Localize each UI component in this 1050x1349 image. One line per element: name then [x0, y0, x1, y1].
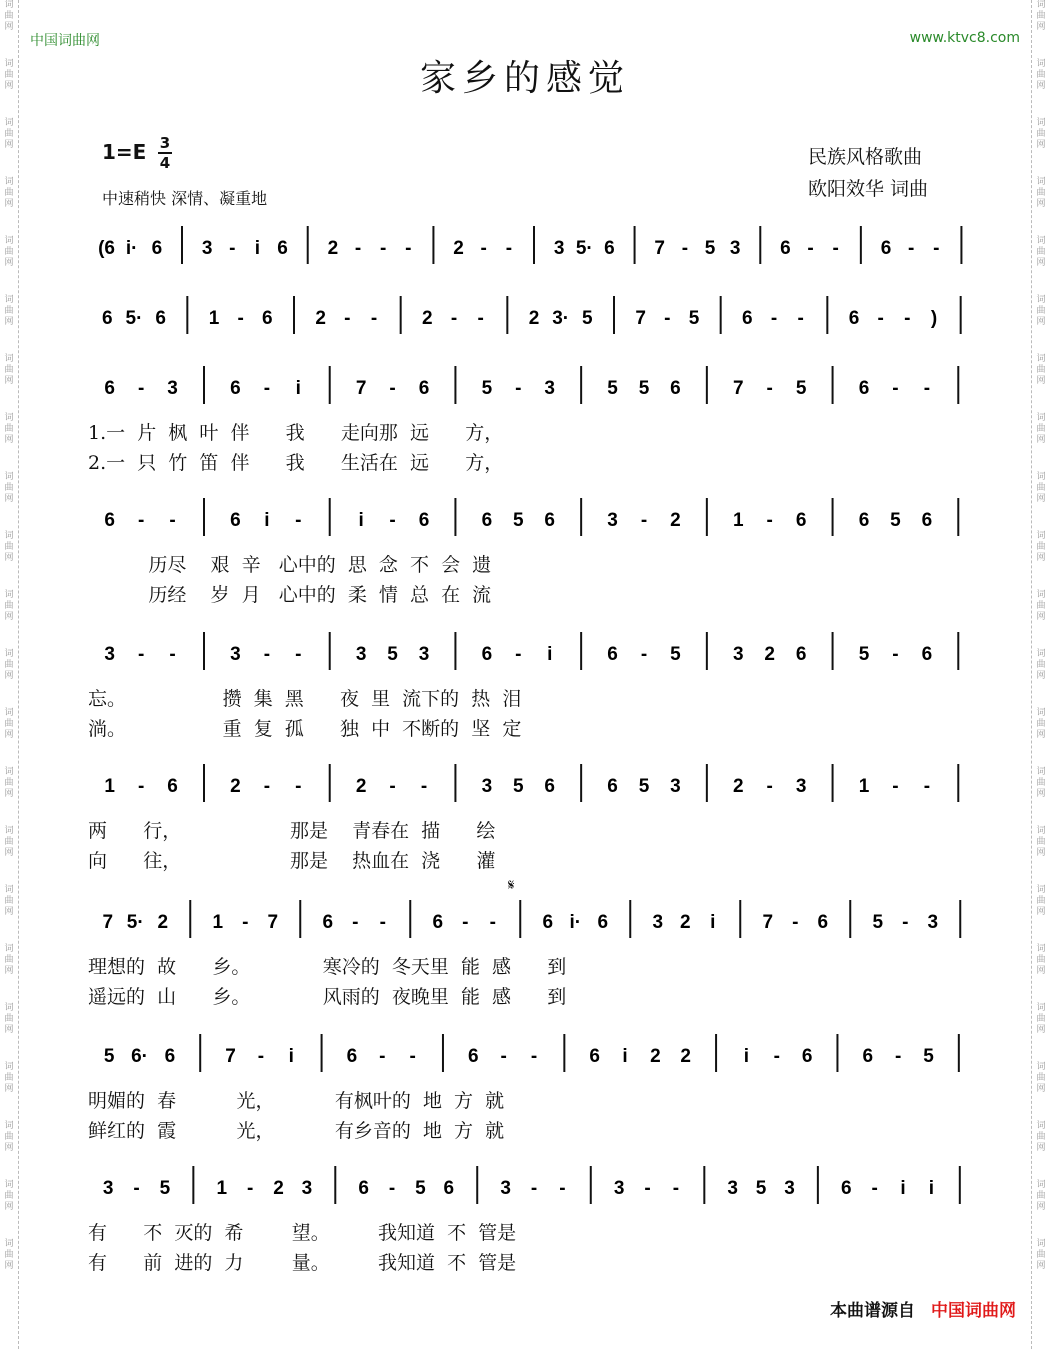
- lyric-line-1: 忘。 攒 集 黑 夜 里 流下的 热 泪: [88, 688, 522, 710]
- watermark-glyph: 词 曲 网: [1036, 413, 1046, 445]
- song-title: 家乡的感觉: [419, 58, 630, 99]
- note-token: -: [807, 238, 814, 259]
- note-token: 5: [688, 308, 700, 329]
- note-token: -: [832, 238, 839, 259]
- note-token: 6: [544, 776, 556, 797]
- note-token: 6: [880, 238, 892, 259]
- watermark-glyph: 词 曲 网: [1036, 1180, 1046, 1212]
- note-token: 2: [355, 776, 367, 797]
- note-token: -: [797, 308, 804, 329]
- note-token: 3: [301, 1178, 313, 1199]
- note-token: 6: [817, 912, 829, 933]
- notation-line: [88, 292, 978, 338]
- watermark-glyph: 词 曲 网: [4, 944, 14, 976]
- watermark-glyph: 词 曲 网: [4, 354, 14, 386]
- watermark-glyph: 词 曲 网: [4, 767, 14, 799]
- note-token: 5: [159, 1178, 171, 1199]
- note-token: 5: [638, 776, 650, 797]
- note-token: 3: [167, 378, 178, 399]
- notation-line: [88, 494, 978, 540]
- note-token: -: [904, 308, 911, 329]
- note-token: 5: [481, 378, 493, 399]
- note-token: ): [930, 308, 938, 329]
- note-token: -: [246, 1178, 254, 1199]
- note-token: 6: [481, 644, 493, 665]
- note-token: 6: [418, 510, 430, 531]
- watermark-glyph: 词 曲 网: [1036, 1003, 1046, 1035]
- note-token: 3: [613, 1178, 625, 1199]
- note-token: i: [710, 912, 716, 933]
- tempo-marking: 中速稍快 深情、凝重地: [102, 189, 268, 208]
- note-token: 6·: [131, 1046, 148, 1067]
- note-token: 2: [732, 776, 744, 797]
- note-token: 6: [607, 644, 618, 665]
- note-token: 2: [680, 1046, 692, 1067]
- note-token: 6: [848, 308, 860, 329]
- note-token: 6: [607, 776, 618, 797]
- site-url-right[interactable]: www.ktvc8.com: [909, 30, 1020, 46]
- note-token: 5: [415, 1178, 426, 1199]
- note-token: 6: [262, 308, 273, 329]
- watermark-glyph: 词 曲 网: [1036, 472, 1046, 504]
- watermark-glyph: 词 曲 网: [4, 531, 14, 563]
- note-token: 7: [225, 1046, 236, 1067]
- note-token: 6: [322, 912, 334, 933]
- note-token: 6: [670, 378, 681, 399]
- notation-line: [88, 362, 978, 408]
- note-token: i: [547, 644, 553, 665]
- segno-sign: 𝄋: [508, 876, 515, 894]
- note-token: 7: [732, 378, 744, 399]
- note-token: -: [133, 1178, 140, 1199]
- note-token: i: [264, 510, 270, 531]
- note-token: -: [480, 238, 487, 259]
- watermark-glyph: 词 曲 网: [1036, 531, 1046, 563]
- lyric-line-1: 理想的 故 乡。 寒冷的 冬天里 能 感 到: [88, 956, 567, 978]
- lyric-line-1: 历尽 艰 辛 心中的 思 念 不 会 遗: [88, 554, 492, 576]
- notation-line: [88, 896, 978, 942]
- note-token: -: [489, 912, 496, 933]
- note-token: 3: [418, 644, 430, 665]
- note-token: 3: [670, 776, 681, 797]
- note-token: -: [137, 378, 145, 399]
- note-token: -: [389, 510, 396, 531]
- note-token: i: [295, 378, 301, 399]
- notation-line: [88, 1162, 978, 1208]
- note-token: 1: [104, 776, 116, 797]
- note-token: 6: [277, 238, 288, 259]
- note-token: -: [871, 1178, 878, 1199]
- note-token: -: [389, 378, 396, 399]
- note-token: -: [295, 776, 302, 797]
- note-token: -: [933, 238, 940, 259]
- note-token: -: [923, 378, 931, 399]
- note-token: 2: [764, 644, 776, 665]
- notation-line: [88, 760, 978, 806]
- note-token: 6: [780, 238, 791, 259]
- note-token: 5: [512, 776, 524, 797]
- key-signature: 1=E: [102, 140, 147, 164]
- note-token: 5: [923, 1046, 934, 1067]
- watermark-glyph: 词 曲 网: [4, 295, 14, 327]
- note-token: 6: [418, 378, 430, 399]
- note-token: 5: [755, 1178, 767, 1199]
- note-token: 7: [102, 912, 114, 933]
- watermark-glyph: 词 曲 网: [1036, 1121, 1046, 1153]
- note-token: 1: [858, 776, 870, 797]
- note-token: 6: [742, 308, 753, 329]
- note-token: -: [792, 912, 799, 933]
- note-token: 1: [212, 912, 224, 933]
- note-token: 6: [795, 510, 807, 531]
- note-token: i: [622, 1046, 628, 1067]
- note-token: -: [923, 776, 931, 797]
- score-row: [0, 896, 1050, 1008]
- note-token: 6: [443, 1178, 455, 1199]
- watermark-glyph: 词 曲 网: [4, 590, 14, 622]
- footer-source: [830, 1296, 1016, 1321]
- footer-brand-link[interactable]: 中国词曲网: [931, 1301, 1016, 1321]
- watermark-glyph: 词 曲 网: [1036, 767, 1046, 799]
- note-token: 3: [500, 1178, 511, 1199]
- watermark-glyph: 词 曲 网: [4, 708, 14, 740]
- lyric-line-2: 向 往， 那是 热血在 浇 灌: [88, 850, 496, 872]
- watermark-glyph: 词 曲 网: [1036, 236, 1046, 268]
- note-token: -: [257, 1046, 265, 1067]
- notation-line: [88, 628, 978, 674]
- lyric-line-1: 两 行， 那是 青春在 描 绘: [88, 820, 496, 842]
- note-token: 2: [157, 912, 169, 933]
- note-token: -: [354, 238, 362, 259]
- note-token: 3: [652, 912, 664, 933]
- site-name-left[interactable]: 中国词曲网: [30, 33, 100, 49]
- note-token: 6: [104, 378, 116, 399]
- note-token: 5: [670, 644, 681, 665]
- note-token: -: [500, 1046, 507, 1067]
- lyric-line-2: 淌。 重 复 孤 独 中 不断的 坚 定: [88, 718, 522, 740]
- note-token: 6: [589, 1046, 600, 1067]
- note-token: -: [907, 238, 915, 259]
- note-token: -: [379, 912, 386, 933]
- note-token: -: [295, 644, 302, 665]
- watermark-glyph: 词 曲 网: [4, 1062, 14, 1094]
- note-token: 6: [921, 510, 933, 531]
- note-token: 6: [597, 912, 609, 933]
- note-token: -: [462, 912, 469, 933]
- note-token: 6: [167, 776, 178, 797]
- note-token: i·: [569, 912, 582, 933]
- score-row: [0, 362, 1050, 474]
- footer-source-label: 本曲谱源自: [830, 1301, 915, 1321]
- watermark-glyph: 词 曲 网: [1036, 118, 1046, 150]
- note-token: 6: [164, 1046, 176, 1067]
- note-token: 6: [862, 1046, 874, 1067]
- note-token: 6: [604, 238, 615, 259]
- note-token: 2: [453, 238, 464, 259]
- note-token: -: [766, 776, 773, 797]
- note-token: i: [358, 510, 364, 531]
- watermark-glyph: 词 曲 网: [1036, 354, 1046, 386]
- note-token: 3: [553, 238, 565, 259]
- note-token: 2: [679, 912, 691, 933]
- note-token: -: [263, 776, 271, 797]
- note-token: -: [169, 644, 176, 665]
- watermark-glyph: 词 曲 网: [4, 649, 14, 681]
- note-token: -: [295, 510, 302, 531]
- note-token: 5: [890, 510, 901, 531]
- note-token: -: [263, 378, 271, 399]
- note-token: -: [559, 1178, 566, 1199]
- note-token: i: [743, 1046, 750, 1067]
- note-token: 2: [273, 1178, 284, 1199]
- note-token: -: [409, 1046, 416, 1067]
- lyric-line-2: 遥远的 山 乡。 风雨的 夜晚里 能 感 到: [88, 986, 567, 1008]
- note-token: -: [770, 308, 778, 329]
- note-token: -: [644, 1178, 651, 1199]
- note-token: -: [137, 644, 145, 665]
- watermark-glyph: 词 曲 网: [1036, 1062, 1046, 1094]
- note-token: 3: [201, 238, 213, 259]
- song-style: 民族风格歌曲: [808, 146, 923, 168]
- note-token: 6: [104, 510, 116, 531]
- note-token: -: [370, 308, 378, 329]
- note-token: i: [928, 1178, 935, 1199]
- note-token: -: [892, 644, 899, 665]
- note-token: -: [352, 912, 359, 933]
- watermark-glyph: 词 曲 网: [1036, 826, 1046, 858]
- watermark-glyph: 词 曲 网: [4, 1121, 14, 1153]
- time-signature-top: 3: [159, 134, 171, 152]
- lyric-line-2: 历经 岁 月 心中的 柔 情 总 在 流: [88, 584, 492, 606]
- note-token: 6: [542, 912, 554, 933]
- note-token: 7: [355, 378, 367, 399]
- note-token: i: [254, 238, 261, 259]
- note-token: -: [344, 308, 351, 329]
- notation-line: [88, 222, 978, 268]
- note-token: -: [672, 1178, 680, 1199]
- note-token: -: [766, 378, 773, 399]
- note-token: 5: [387, 644, 398, 665]
- watermark-glyph: 词 曲 网: [4, 885, 14, 917]
- note-token: i: [900, 1178, 906, 1199]
- note-token: 6: [358, 1178, 369, 1199]
- note-token: 3: [102, 1178, 114, 1199]
- note-token: 5·: [126, 912, 144, 933]
- note-token: 5: [607, 378, 618, 399]
- note-token: 6: [432, 912, 444, 933]
- note-token: -: [515, 378, 522, 399]
- note-token: 5: [512, 510, 524, 531]
- note-token: -: [405, 238, 412, 259]
- watermark-glyph: 词 曲 网: [1036, 1239, 1046, 1271]
- note-token: 3: [795, 776, 807, 797]
- notation-svg: [88, 222, 978, 268]
- note-token: 7: [267, 912, 279, 933]
- note-token: 2: [528, 308, 540, 329]
- note-token: 7: [762, 912, 774, 933]
- note-token: 3: [544, 378, 556, 399]
- note-token: 3: [727, 1178, 738, 1199]
- watermark-glyph: 词 曲 网: [1036, 59, 1046, 91]
- note-token: -: [515, 644, 522, 665]
- note-token: -: [450, 308, 458, 329]
- note-token: 5: [638, 378, 650, 399]
- watermark-glyph: 词 曲 网: [1036, 649, 1046, 681]
- note-token: 1: [208, 308, 220, 329]
- watermark-glyph: 词 曲 网: [4, 0, 14, 32]
- note-token: 5: [872, 912, 884, 933]
- watermark-glyph: 词 曲 网: [4, 118, 14, 150]
- watermark-glyph: 词 曲 网: [1036, 885, 1046, 917]
- notation-svg: [88, 362, 978, 408]
- notation-svg: [88, 760, 978, 806]
- watermark-glyph: 词 曲 网: [1036, 177, 1046, 209]
- note-token: -: [379, 1046, 386, 1067]
- note-token: -: [263, 644, 271, 665]
- note-token: i·: [125, 238, 138, 259]
- note-token: 3: [355, 644, 367, 665]
- watermark-glyph: 词 曲 网: [4, 1180, 14, 1212]
- time-signature-bottom: 4: [159, 154, 171, 172]
- lyric-line-1: 明媚的 春 光， 有枫叶的 地 方 就: [88, 1090, 505, 1112]
- note-token: -: [664, 308, 671, 329]
- watermark-glyph: 词 曲 网: [1036, 708, 1046, 740]
- watermark-glyph: 词 曲 网: [1036, 0, 1046, 32]
- note-token: -: [530, 1178, 538, 1199]
- note-token: 1: [732, 510, 744, 531]
- note-token: -: [169, 510, 176, 531]
- note-token: 7: [654, 238, 666, 259]
- watermark-glyph: 词 曲 网: [1036, 295, 1046, 327]
- note-token: 3: [481, 776, 493, 797]
- note-token: -: [505, 238, 513, 259]
- note-token: -: [640, 510, 648, 531]
- note-token: 1: [216, 1178, 228, 1199]
- note-token: 2: [230, 776, 241, 797]
- note-token: 6: [102, 308, 113, 329]
- note-token: 2: [422, 308, 433, 329]
- note-token: -: [892, 776, 899, 797]
- note-token: 3: [230, 644, 241, 665]
- watermark-glyph: 词 曲 网: [4, 413, 14, 445]
- watermark-glyph: 词 曲 网: [4, 472, 14, 504]
- note-token: -: [766, 510, 773, 531]
- note-token: 5: [795, 378, 807, 399]
- watermark-glyph: 词 曲 网: [4, 826, 14, 858]
- notation-svg: [88, 1030, 978, 1076]
- notation-line: [88, 1030, 978, 1076]
- note-token: -: [137, 776, 145, 797]
- notation-svg: [88, 1162, 978, 1208]
- note-token: -: [892, 378, 899, 399]
- note-token: -: [420, 776, 428, 797]
- note-token: 5: [582, 308, 593, 329]
- note-token: 6: [858, 378, 870, 399]
- note-token: 6: [544, 510, 556, 531]
- note-token: 6: [801, 1046, 813, 1067]
- note-token: 5: [858, 644, 870, 665]
- note-token: -: [477, 308, 484, 329]
- lyric-line-1: 1.一 片 枫 叶 伴 我 走向那 远 方，: [88, 422, 504, 444]
- note-token: 2: [315, 308, 326, 329]
- time-signature: [158, 134, 172, 172]
- note-token: -: [388, 1178, 396, 1199]
- notation-svg: [88, 494, 978, 540]
- note-token: -: [681, 238, 689, 259]
- watermark-glyph: 词 曲 网: [4, 236, 14, 268]
- note-token: -: [389, 776, 396, 797]
- note-token: 3: [927, 912, 939, 933]
- note-token: 5·: [125, 308, 143, 329]
- watermark-glyph: 词 曲 网: [4, 1003, 14, 1035]
- note-token: -: [902, 912, 909, 933]
- note-token: 3: [104, 644, 116, 665]
- song-credits: 欧阳效华 词曲: [808, 178, 929, 200]
- note-token: 6: [346, 1046, 358, 1067]
- watermark-glyph: 词 曲 网: [4, 177, 14, 209]
- note-token: 6: [230, 510, 241, 531]
- notation-svg: [88, 292, 978, 338]
- note-token: -: [877, 308, 884, 329]
- watermark-glyph: 词 曲 网: [1036, 944, 1046, 976]
- lyric-line-2: 鲜红的 霞 光， 有乡音的 地 方 就: [88, 1120, 505, 1142]
- note-token: 5·: [575, 238, 593, 259]
- note-token: 6: [151, 238, 163, 259]
- note-token: 6: [921, 644, 933, 665]
- note-token: -: [530, 1046, 538, 1067]
- note-token: 6: [795, 644, 807, 665]
- note-token: 3: [732, 644, 744, 665]
- note-token: 5: [103, 1046, 115, 1067]
- note-token: 6: [155, 308, 166, 329]
- note-token: 2: [650, 1046, 661, 1067]
- note-token: 6: [481, 510, 493, 531]
- note-token: -: [242, 912, 249, 933]
- note-token: -: [237, 308, 244, 329]
- lyric-line-2: 有 前 进的 力 量。 我知道 不 管是: [88, 1252, 517, 1274]
- note-token: 3: [607, 510, 618, 531]
- watermark-glyph: 词 曲 网: [1036, 590, 1046, 622]
- note-token: 3·: [552, 308, 570, 329]
- note-token: 6: [230, 378, 241, 399]
- note-token: -: [894, 1046, 902, 1067]
- note-token: -: [379, 238, 387, 259]
- note-token: -: [640, 644, 648, 665]
- lyric-line-2: 2.一 只 竹 笛 伴 我 生活在 远 方，: [88, 452, 504, 474]
- watermark-glyph: 词 曲 网: [4, 1239, 14, 1271]
- note-token: -: [229, 238, 236, 259]
- watermark-glyph: 词 曲 网: [4, 59, 14, 91]
- score-row: [0, 760, 1050, 872]
- lyric-line-1: 有 不 灭的 希 望。 我知道 不 管是: [88, 1222, 517, 1244]
- note-token: 2: [327, 238, 339, 259]
- note-token: 7: [635, 308, 646, 329]
- note-token: -: [773, 1046, 780, 1067]
- note-token: 6: [840, 1178, 852, 1199]
- note-token: 5: [704, 238, 716, 259]
- note-token: i: [288, 1046, 294, 1067]
- note-token: 3: [784, 1178, 795, 1199]
- note-token: 2: [670, 510, 681, 531]
- note-token: 3: [729, 238, 741, 259]
- note-token: -: [137, 510, 145, 531]
- note-token: (6: [98, 238, 116, 259]
- note-token: 6: [858, 510, 870, 531]
- note-token: 6: [468, 1046, 479, 1067]
- notation-svg: [88, 896, 978, 942]
- notation-svg: [88, 628, 978, 674]
